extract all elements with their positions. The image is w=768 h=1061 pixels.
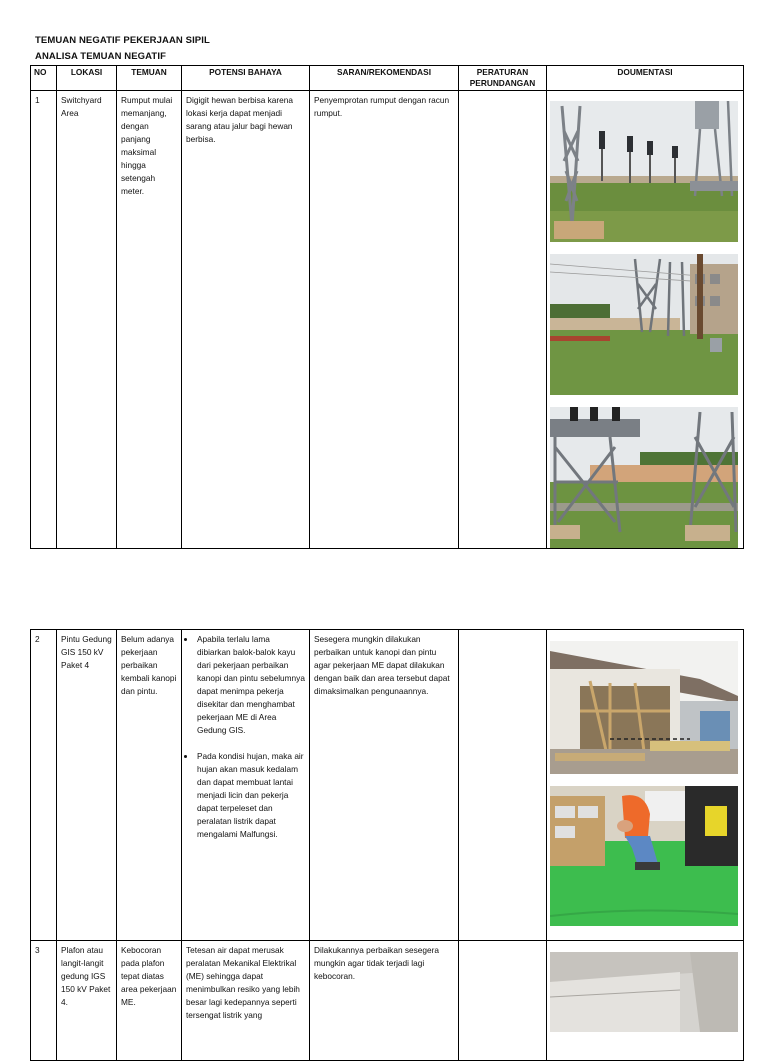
- gis-building-door-photo: [550, 641, 738, 774]
- row2-potensi-bullet-2: • Pada kondisi hujan, maka air hujan akan masuk kedalam dan dapat membuat lantai menjadi licin dan pekerja dapat terpeleset dan peralatan listrik dapat mengalami Malfungsi.: [196, 750, 305, 841]
- table-row: [31, 91, 744, 549]
- row1-peraturan: [459, 91, 547, 549]
- row2-temuan: Belum adanya pekerjaan perbaikan kembali kanopi dan pintu.: [117, 630, 182, 941]
- row2-potensi: [182, 630, 310, 941]
- ceiling-leak-photo: [550, 952, 738, 1032]
- row1-potensi: Digigit hewan berbisa karena lokasi kerja dapat menjadi sarang atau jalur bagi hewan berbisa.: [182, 91, 310, 549]
- gis-interior-floor-photo: [550, 786, 738, 926]
- row3-potensi: Tetesan air dapat merusak peralatan Mekanikal Elektrikal (ME) sehingga dapat menimbulkan resiko yang lebih besar lagi kedepannya seperti tersengat listrik yang: [182, 941, 310, 1061]
- switchyard-photo-2: [550, 254, 738, 395]
- row3-lokasi: Plafon atau langit-langit gedung IGS 150 kV Paket 4.: [57, 941, 117, 1061]
- document-title: TEMUAN NEGATIF PEKERJAAN SIPIL: [35, 35, 210, 46]
- document-subtitle: ANALISA TEMUAN NEGATIF: [35, 51, 166, 62]
- table-row: [31, 630, 744, 941]
- row3-peraturan: [459, 941, 547, 1061]
- header-no: NO: [31, 66, 57, 91]
- row2-peraturan: [459, 630, 547, 941]
- row1-temuan: Rumput mulai memanjang, dengan panjang maksimal hingga setengah meter.: [117, 91, 182, 549]
- row2-no: 2: [31, 630, 57, 941]
- row3-saran: Dilakukannya perbaikan sesegera mungkin agar tidak terjadi lagi kebocoran.: [310, 941, 459, 1061]
- header-dokumentasi: DOUMENTASI: [547, 66, 744, 91]
- row3-no: 3: [31, 941, 57, 1061]
- row3-temuan: Kebocoran pada plafon tepat diatas area pekerjaan ME.: [117, 941, 182, 1061]
- header-peraturan: PERATURAN PERUNDANGAN: [459, 66, 547, 91]
- switchyard-photo-3: [550, 407, 738, 548]
- row1-documentation: [547, 91, 744, 549]
- table-row: [31, 941, 744, 1061]
- row2-lokasi: Pintu Gedung GIS 150 kV Paket 4: [57, 630, 117, 941]
- header-potensi-bahaya: POTENSI BAHAYA: [182, 66, 310, 91]
- switchyard-photo-1: [550, 101, 738, 242]
- row2-potensi-bullet-1: • Apabila terlalu lama dibiarkan balok-balok kayu dari pekerjaan perbaikan kanopi dan pintu sebelumnya dapat menimpa pekerja disekitar dan menghambat pekerjaan ME di Area Gedung GIS.: [196, 633, 305, 737]
- header-lokasi: LOKASI: [57, 66, 117, 91]
- header-temuan: TEMUAN: [117, 66, 182, 91]
- row1-saran: Penyemprotan rumput dengan racun rumput.: [310, 91, 459, 549]
- findings-table-page2: [30, 629, 744, 1061]
- findings-table-page1: [30, 65, 744, 549]
- row1-no: 1: [31, 91, 57, 549]
- row1-lokasi: Switchyard Area: [57, 91, 117, 549]
- row2-documentation: [547, 630, 744, 941]
- row2-saran: Sesegera mungkin dilakukan perbaikan untuk kanopi dan pintu agar pekerjaan ME dapat dilakukan dengan baik dan area tersebut dapat dimaksimalkan pengunaannya.: [310, 630, 459, 941]
- row3-documentation: [547, 941, 744, 1061]
- header-saran: SARAN/REKOMENDASI: [310, 66, 459, 91]
